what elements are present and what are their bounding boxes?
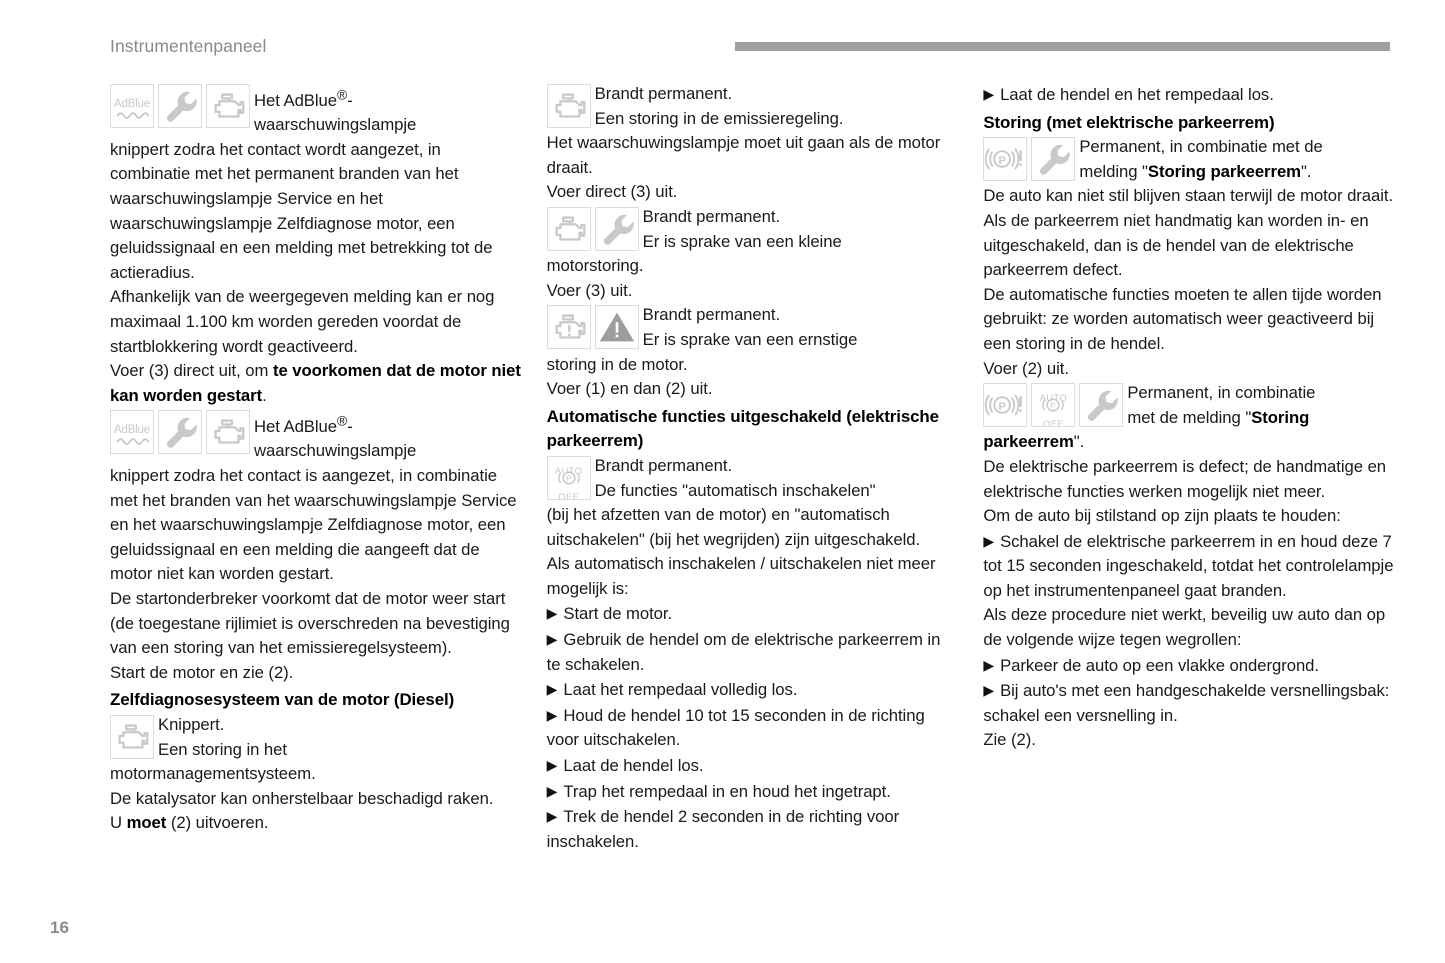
page-title: Instrumentenpaneel xyxy=(110,36,267,56)
park-brake-alert-icon xyxy=(983,383,1027,427)
adblue-icon xyxy=(110,410,154,454)
header-rule xyxy=(735,42,1390,51)
icon-lead-text: Het AdBlue®- waarschuwingslampje xyxy=(254,86,417,135)
icon-paragraph xyxy=(110,408,522,464)
bullet-item xyxy=(983,678,1395,728)
column-middle xyxy=(547,82,959,854)
icon-paragraph xyxy=(547,303,959,352)
svg-text:P: P xyxy=(998,400,1007,413)
page-columns xyxy=(110,82,1395,854)
paragraph: Als deze procedure niet werkt, beveilig uw auto dan op de volgende wijze tegen wegrollen: xyxy=(983,605,1386,650)
icon-body-text: motorstoring. xyxy=(546,256,644,276)
paragraph: Om de auto bij stilstand op zijn plaats te houden: xyxy=(983,506,1341,526)
column-right xyxy=(983,82,1395,854)
bullet-item xyxy=(547,753,959,779)
icon-body-text: (bij het afzetten van de motor) en "automatisch uitschakelen" (bij het wegrijden) zijn uitgeschakeld. xyxy=(546,505,921,549)
bullet-item xyxy=(547,627,959,677)
icon-paragraph xyxy=(547,205,959,254)
arrow-bullet-icon: ▶ xyxy=(983,532,995,549)
section-heading: Automatische functies uitgeschakeld (elektrische parkeerrem) xyxy=(546,406,939,451)
wrench-icon xyxy=(158,410,202,454)
icon-lead-text: Het AdBlue®- waarschuwingslampje xyxy=(254,412,417,461)
bullet-item xyxy=(547,804,959,854)
paragraph: U moet (2) uitvoeren. xyxy=(110,813,269,833)
paragraph: Voer (1) en dan (2) uit. xyxy=(546,379,713,399)
icon-paragraph xyxy=(547,82,959,131)
icon-lead-text: Brandt permanent. Een storing in de emissieregeling. xyxy=(594,84,844,128)
arrow-bullet-icon: ▶ xyxy=(546,808,558,825)
page-header xyxy=(0,0,1445,72)
paragraph: Afhankelijk van de weergegeven melding kan er nog maximaal 1.100 km worden gereden voordat de startblokkering wordt geactiveerd. xyxy=(110,287,495,356)
arrow-bullet-icon: ▶ xyxy=(546,631,558,648)
icon-paragraph xyxy=(110,82,522,138)
bullet-item xyxy=(547,703,959,753)
arrow-bullet-icon: ▶ xyxy=(546,782,558,799)
paragraph: De elektrische parkeerrem is defect; de handmatige en elektrische functies werken mogelijk niet meer. xyxy=(983,456,1387,501)
paragraph: Als automatisch inschakelen / uitschakelen niet meer mogelijk is: xyxy=(546,554,936,598)
arrow-bullet-icon: ▶ xyxy=(983,682,995,699)
arrow-bullet-icon: ▶ xyxy=(983,656,995,673)
wrench-icon xyxy=(1079,383,1123,427)
engine-alert-icon xyxy=(547,305,591,349)
bullet-text: Parkeer de auto op een vlakke ondergrond. xyxy=(1000,655,1320,675)
paragraph: Voer (2) uit. xyxy=(983,358,1069,378)
paragraph: Voer (3) direct uit, om te voorkomen dat de motor niet kan worden gestart. xyxy=(110,361,521,405)
icon-lead-text: Brandt permanent. Er is sprake van een ernstige xyxy=(642,305,858,349)
svg-text:P: P xyxy=(1050,401,1057,411)
icon-paragraph xyxy=(983,135,1395,184)
engine-icon xyxy=(547,207,591,251)
icon-body-text: motormanagementsysteem. xyxy=(110,764,316,784)
icon-lead-text: Brandt permanent. Er is sprake van een kleine xyxy=(642,206,842,251)
paragraph: Zie (2). xyxy=(983,730,1036,750)
arrow-bullet-icon: ▶ xyxy=(546,757,558,774)
bullet-text: Bij auto's met een handgeschakelde versnellingsbak: schakel een versnelling in. xyxy=(983,681,1390,725)
engine-icon xyxy=(206,84,250,128)
arrow-bullet-icon: ▶ xyxy=(546,605,558,622)
wrench-icon xyxy=(595,207,639,251)
svg-text:P: P xyxy=(998,154,1007,167)
icon-body-text: parkeerrem". xyxy=(983,432,1085,452)
column-left xyxy=(110,82,522,854)
bullet-text: Houd de hendel 10 tot 15 seconden in de richting voor uitschakelen. xyxy=(546,705,925,750)
bullet-text: Start de motor. xyxy=(563,604,673,624)
park-brake-alert-icon xyxy=(983,137,1027,181)
auto-label: AUTO xyxy=(554,465,583,477)
bullet-text: Laat de hendel en het rempedaal los. xyxy=(1000,85,1274,104)
svg-text:P: P xyxy=(565,474,572,484)
icon-body-text: knippert zodra het contact wordt aangezet, in combinatie met het permanent branden van het waarschuwingslampje Service en het waarschuwingslampje Zelfdiagnose motor, een geluidssignaal en een melding met betrekking tot de actieradius. xyxy=(110,139,493,282)
icon-lead-text: Brandt permanent. De functies "automatisch inschakelen" xyxy=(594,455,876,500)
paragraph: Voer direct (3) uit. xyxy=(546,182,678,202)
bullet-item xyxy=(983,653,1395,679)
bullet-text: Trek de hendel 2 seconden in de richting voor inschakelen. xyxy=(546,807,900,851)
icon-paragraph xyxy=(983,381,1395,430)
bullet-item xyxy=(983,82,1395,108)
icon-lead-text: Permanent, in combinatie met de melding "Storing xyxy=(1127,383,1316,427)
wrench-icon xyxy=(1031,137,1075,181)
icon-lead-text: Knippert. Een storing in het xyxy=(158,714,287,759)
icon-body-text: Het waarschuwingslampje moet uit gaan als de motor draait. xyxy=(546,133,941,177)
off-label: OFF xyxy=(558,491,580,500)
arrow-bullet-icon: ▶ xyxy=(546,706,558,723)
icon-body-text: knippert zodra het contact is aangezet, in combinatie met het branden van het waarschuwingslampje Service en het waarschuwingslampje Zelfdiagnose motor, een geluidssignaal en een melding die aangeeft dat de motor niet kan worden gestart. xyxy=(110,466,517,584)
paragraph: De katalysator kan onherstelbaar beschadigd raken. xyxy=(110,788,494,808)
auto-p-off-icon xyxy=(1031,383,1075,427)
wrench-icon xyxy=(158,84,202,128)
icon-paragraph xyxy=(547,454,959,503)
icon-body-text: De auto kan niet stil blijven staan terwijl de motor draait. xyxy=(983,186,1394,206)
bullet-text: Trap het rempedaal in en houd het ingetrapt. xyxy=(563,781,891,801)
paragraph: De startonderbreker voorkomt dat de motor weer start (de toegestane rijlimiet is overschreden na bevestiging van een storing van het emissieregelsysteem). xyxy=(110,589,510,658)
icon-body-text: storing in de motor. xyxy=(546,354,688,374)
bullet-item xyxy=(547,677,959,703)
bullet-text: Laat het rempedaal volledig los. xyxy=(563,680,798,700)
bullet-text: Gebruik de hendel om de elektrische parkeerrem in te schakelen. xyxy=(546,630,941,674)
adblue-label: AdBlue xyxy=(114,424,150,437)
section-heading: Storing (met elektrische parkeerrem) xyxy=(983,112,1275,132)
bullet-text: Schakel de elektrische parkeerrem in en houd deze 7 tot 15 seconden ingeschakeld, totdat het controlelampje op het instrumentenpaneel gaat branden. xyxy=(983,531,1394,600)
auto-label: AUTO xyxy=(1039,393,1068,405)
adblue-label: AdBlue xyxy=(114,98,150,110)
paragraph: Voer (3) uit. xyxy=(546,280,633,300)
icon-lead-text: Permanent, in combinatie met de melding "Storing parkeerrem". xyxy=(1079,137,1323,181)
off-label: OFF xyxy=(1042,419,1064,428)
bullet-item xyxy=(983,529,1395,604)
paragraph: Als de parkeerrem niet handmatig kan worden in- en uitgeschakeld, dan is de hendel van de elektrische parkeerrem defect. xyxy=(983,210,1369,280)
bullet-item xyxy=(547,779,959,805)
bullet-text: Laat de hendel los. xyxy=(563,756,704,776)
arrow-bullet-icon: ▶ xyxy=(983,86,995,102)
paragraph: Start de motor en zie (2). xyxy=(110,662,294,682)
paragraph: De automatische functies moeten te allen tijde worden gebruikt: ze worden automatisch weer geactiveerd bij een storing in de hendel. xyxy=(983,284,1382,353)
arrow-bullet-icon: ▶ xyxy=(546,681,558,698)
icon-paragraph xyxy=(110,713,522,762)
engine-icon xyxy=(547,84,591,128)
page-number: 16 xyxy=(50,918,69,937)
section-heading: Zelfdiagnosesysteem van de motor (Diesel) xyxy=(110,690,455,710)
engine-icon xyxy=(110,715,154,759)
warning-triangle-icon xyxy=(595,305,639,349)
adblue-icon xyxy=(110,84,154,128)
engine-icon xyxy=(206,410,250,454)
auto-p-off-icon xyxy=(547,456,591,500)
bullet-item xyxy=(547,601,959,627)
